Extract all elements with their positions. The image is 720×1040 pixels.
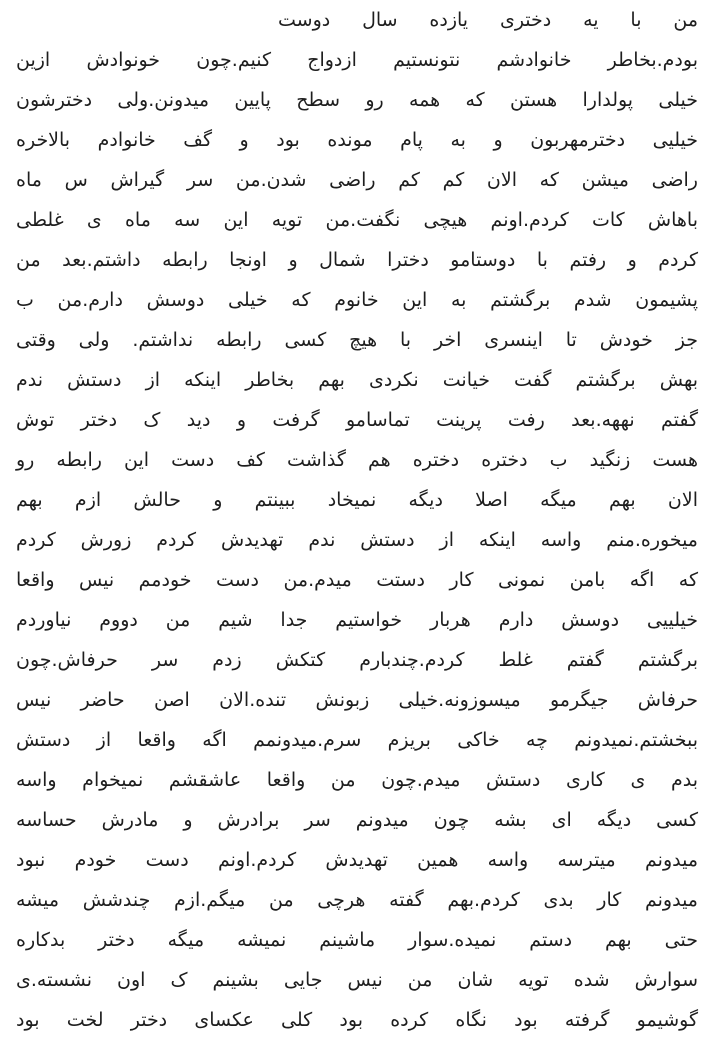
text-line: حتی بهم دستم نمیده.سوار ماشینم نمیشه میگه دختر بدکاره — [16, 929, 698, 951]
text-line: کردم و رفتم با دوستامو دخترا شمال و اونجا رابطه داشتم.بعد من — [16, 249, 698, 271]
text-line: سوارش شده تویه شان من نیس جایی بشینم ک اون نشسته.ی — [16, 969, 698, 991]
text-line: باهاش کات کردم.اونم هیچی نگفت.من تویه این سه ماه ی غلطی — [16, 209, 698, 231]
text-line: میدونم میترسه واسه همین تهدیدش کردم.اونم دست خودم نبود — [16, 849, 698, 871]
text-line: خیلییی دوسش دارم هربار خواستیم جدا شیم من دووم نیاوردم — [16, 609, 698, 631]
text-line: که اگه بامن نمونی کار دستت میدم.من دست خودمم نیس واقعا — [16, 569, 698, 591]
text-line: کسی دیگه ای بشه چون میدونم سر برادرش و مادرش حساسه — [16, 809, 698, 831]
text-line: الان بهم میگه اصلا دیگه نمیخاد ببینتم و حالش ازم بهم — [16, 489, 698, 511]
text-line: گوشیمو گرفته بود نگاه کرده بود کلی عکسای دختر لخت بود — [16, 1009, 698, 1031]
text-line: ببخشتم.نمیدونم چه خاکی بریزم سرم.میدونمم اگه واقعا از دستش — [16, 729, 698, 751]
text-line: خیلی پولدارا هستن که همه رو سطح پایین میدونن.ولی دخترشون — [16, 89, 698, 111]
text-line: جز خودش تا اینسری اخر با هیچ کسی رابطه نداشتم. ولی وقتی — [16, 329, 698, 351]
text-line: راضی میشن که الان کم کم راضی شدن.من سر گیراش س ماه — [16, 169, 698, 191]
text-line: خیلیی دخترمهربون و به پام مونده بود و گف خانوادم بالاخره — [16, 129, 698, 151]
text-line: حرفاش جیگرمو میسوزونه.خیلی زبونش تنده.الان اصن حاضر نیس — [16, 689, 698, 711]
post-text — [16, 0, 698, 1031]
text-line: پشیمون شدم برگشتم به این خانوم که خیلی دوسش دارم.من ب — [16, 289, 698, 311]
text-line: برگشتم گفتم غلط کردم.چندبارم کتکش زدم سر حرفاش.چون — [16, 649, 698, 671]
text-line: بودم.بخاطر خانوادشم نتونستیم ازدواج کنیم.چون خونوادش ازین — [16, 49, 698, 71]
text-line: میدونم کار بدی کردم.بهم گفته هرچی من میگم.ازم چندشش میشه — [16, 889, 698, 911]
text-line: من با یه دختری یازده سال دوست — [278, 9, 698, 31]
text-line: میخوره.منم واسه اینکه از دستش ندم تهدیدش کردم زورش کردم — [16, 529, 698, 551]
text-line: بدم ی کاری دستش میدم.چون من واقعا عاشقشم نمیخوام واسه — [16, 769, 698, 791]
text-line: هست زنگید ب دختره دختره هم گذاشت کف دست این رابطه رو — [16, 449, 698, 471]
text-line: گفتم نههه.بعد رفت پرینت تماسامو گرفت و دید ک دختر توش — [16, 409, 698, 431]
text-line: بهش برگشتم گفت خیانت نکردی بهم بخاطر اینکه از دستش ندم — [16, 369, 698, 391]
